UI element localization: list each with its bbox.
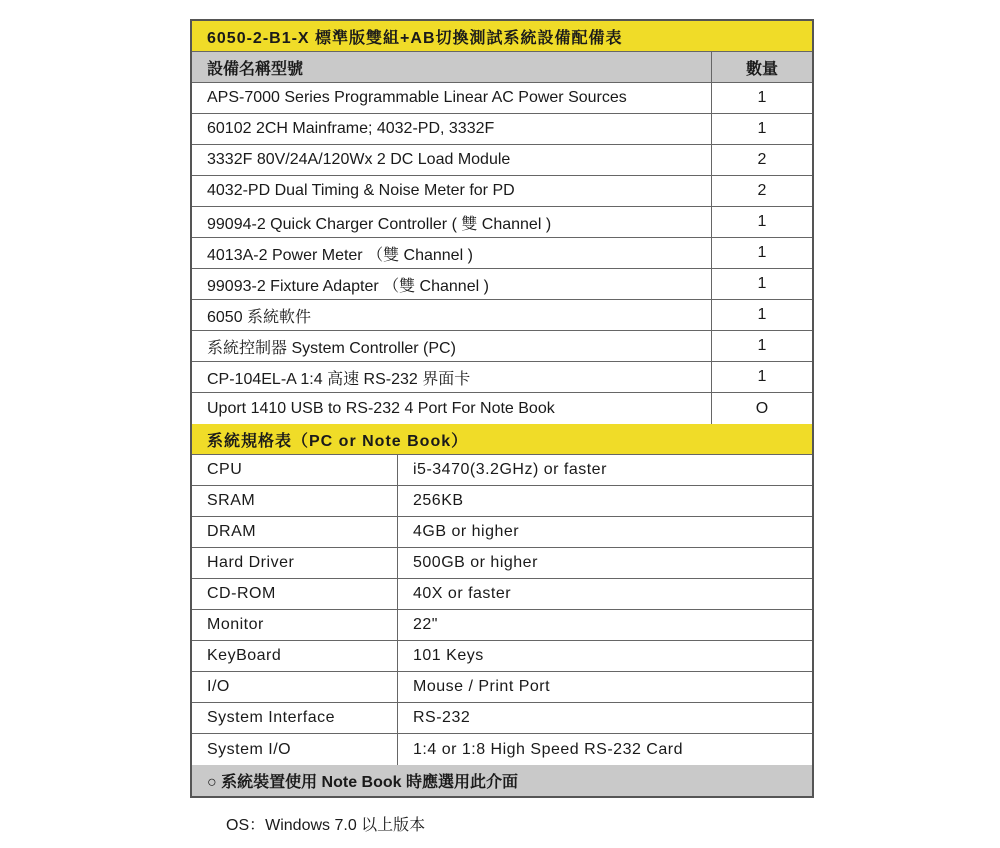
spec-label: Monitor	[192, 610, 398, 640]
table-row	[192, 300, 812, 331]
spec-label: System I/O	[192, 734, 398, 765]
header-name: 設備名稱型號	[192, 52, 712, 82]
equipment-qty: 1	[757, 368, 767, 385]
table-row	[192, 641, 812, 672]
table-row	[192, 734, 812, 765]
header-qty: 數量	[712, 52, 812, 82]
equipment-qty: 1	[757, 306, 767, 323]
table-row	[192, 610, 812, 641]
table-row	[192, 455, 812, 486]
spec-value: Mouse / Print Port	[413, 678, 551, 695]
equipment-name: 99094-2 Quick Charger Controller ( 雙 Channel )	[192, 207, 712, 237]
footnote-row	[192, 765, 812, 796]
equipment-qty: 2	[757, 182, 767, 199]
equipment-name: 系統控制器 System Controller (PC)	[192, 331, 712, 361]
spec-value: RS-232	[413, 709, 471, 726]
spec-label: CD-ROM	[192, 579, 398, 609]
spec-label: CPU	[192, 455, 398, 485]
table-row	[192, 269, 812, 300]
spec-title-row	[192, 424, 812, 455]
table-row	[192, 176, 812, 207]
equipment-rows	[192, 83, 812, 424]
table-row	[192, 207, 812, 238]
equipment-name: 99093-2 Fixture Adapter （雙 Channel )	[192, 269, 712, 299]
table-row	[192, 703, 812, 734]
title-row	[192, 21, 812, 52]
spec-value: 101 Keys	[413, 647, 484, 664]
equipment-table	[190, 19, 814, 798]
spec-label: DRAM	[192, 517, 398, 547]
spec-label: I/O	[192, 672, 398, 702]
equipment-name: 4013A-2 Power Meter （雙 Channel )	[192, 238, 712, 268]
table-title: 6050-2-B1-X 標準版雙組+AB切換測試系統設備配備表	[192, 21, 812, 51]
table-row	[192, 331, 812, 362]
equipment-name: Uport 1410 USB to RS-232 4 Port For Note Book	[192, 393, 712, 424]
table-row	[192, 393, 812, 424]
equipment-qty: 1	[757, 120, 767, 137]
equipment-qty: 1	[757, 89, 767, 106]
spec-value: 4GB or higher	[413, 523, 520, 540]
equipment-name: APS-7000 Series Programmable Linear AC Power Sources	[192, 83, 712, 113]
table-row	[192, 362, 812, 393]
spec-value: 256KB	[413, 492, 464, 509]
table-row	[192, 672, 812, 703]
equipment-name: 4032-PD Dual Timing & Noise Meter for PD	[192, 176, 712, 206]
spec-value: i5-3470(3.2GHz) or faster	[413, 461, 607, 478]
equipment-qty: 1	[757, 244, 767, 261]
table-row	[192, 579, 812, 610]
spec-title: 系統規格表（PC or Note Book）	[192, 424, 812, 454]
spec-value: 40X or faster	[413, 585, 512, 602]
equipment-qty: 1	[757, 275, 767, 292]
equipment-name: CP-104EL-A 1:4 高速 RS-232 界面卡	[192, 362, 712, 392]
table-row	[192, 145, 812, 176]
os-note: OS：Windows 7.0 以上版本	[226, 817, 426, 834]
spec-label: KeyBoard	[192, 641, 398, 671]
table-row	[192, 486, 812, 517]
equipment-qty: 2	[757, 151, 767, 168]
spec-value: 1:4 or 1:8 High Speed RS-232 Card	[413, 740, 683, 758]
spec-rows	[192, 455, 812, 765]
table-row	[192, 517, 812, 548]
table-row	[192, 114, 812, 145]
spec-value: 22"	[413, 616, 438, 633]
spec-value: 500GB or higher	[413, 554, 538, 571]
equipment-name: 6050 系統軟件	[192, 300, 712, 330]
table-row	[192, 548, 812, 579]
spec-label: SRAM	[192, 486, 398, 516]
equipment-header-row	[192, 52, 812, 83]
spec-label: System Interface	[192, 703, 398, 733]
equipment-qty: 1	[757, 213, 767, 230]
table-row	[192, 238, 812, 269]
table-row	[192, 83, 812, 114]
equipment-name: 60102 2CH Mainframe; 4032-PD, 3332F	[192, 114, 712, 144]
footnote: ○ 系統裝置使用 Note Book 時應選用此介面	[192, 765, 812, 796]
equipment-qty: 1	[757, 337, 767, 354]
equipment-name: 3332F 80V/24A/120Wx 2 DC Load Module	[192, 145, 712, 175]
equipment-qty: O	[755, 399, 769, 417]
spec-label: Hard Driver	[192, 548, 398, 578]
